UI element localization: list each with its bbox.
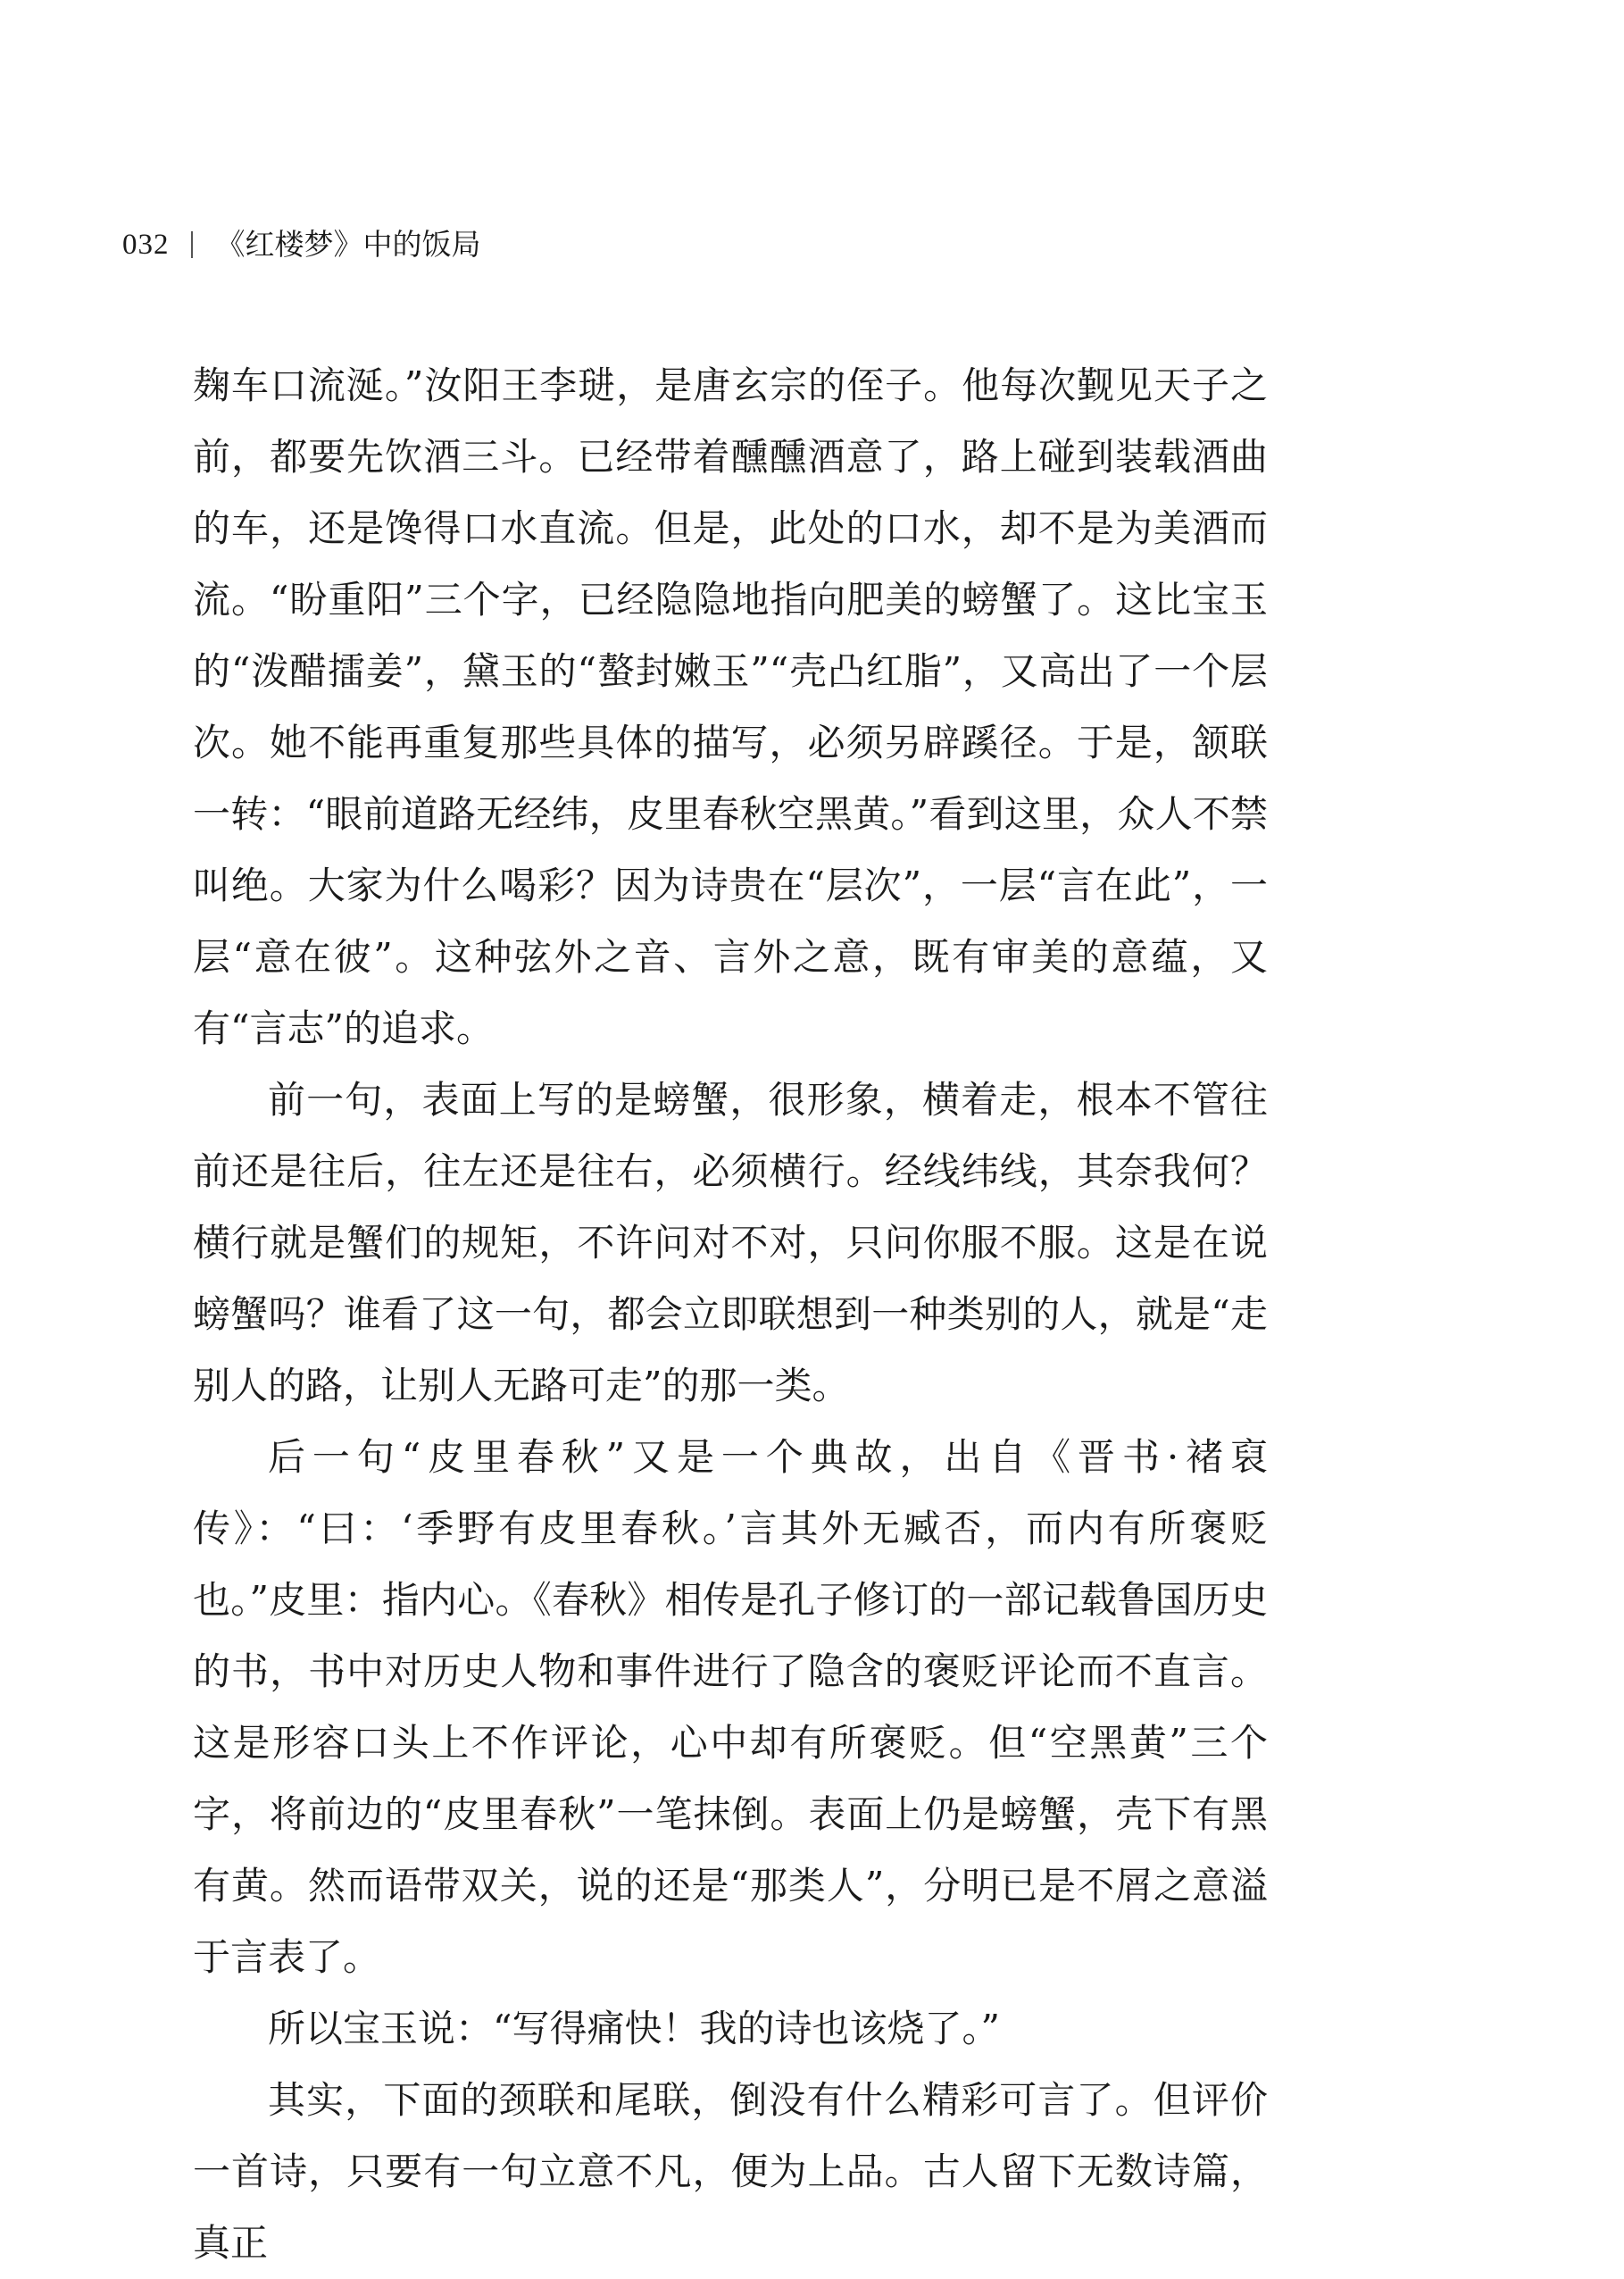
paragraph: 所以宝玉说：“写得痛快！我的诗也该烧了。” xyxy=(268,2007,1000,2050)
paragraph: 后一句“皮里春秋”又是一个典故，出自《晋书·褚裒传》：“曰：‘季野有皮里春秋。’言其外无臧否，而内有所褒贬也。”皮里：指内心。《春秋》相传是孔子修订的一部记载鲁国历史的书，书中对历史人物和事件进行了隐含的褒贬评论而不直言。这是形容口头上不作评论，心中却有所褒贬。但“空黑黄”三个字，将前边的“皮里春秋”一笔抹倒。表面上仍是螃蟹，壳下有黑有黄。然而语带双关，说的还是“那类人”，分明已是不屑之意溢于言表了。 xyxy=(193,1435,1268,1979)
header-divider xyxy=(191,231,193,258)
book-title: 《红楼梦》中的饭局 xyxy=(215,227,481,262)
paragraph-continued: 麹车口流涎。”汝阳王李琎，是唐玄宗的侄子。他每次觐见天子之前，都要先饮酒三斗。已经带着醺醺酒意了，路上碰到装载酒曲的车，还是馋得口水直流。但是，此处的口水，却不是为美酒而流。“盼重阳”三个字，已经隐隐地指向肥美的螃蟹了。这比宝玉的“泼醋擂姜”，黛玉的“螯封嫩玉”“壳凸红脂”，又高出了一个层次。她不能再重复那些具体的描写，必须另辟蹊径。于是，颔联一转：“眼前道路无经纬，皮里春秋空黑黄。”看到这里，众人不禁叫绝。大家为什么喝彩？因为诗贵在“层次”，一层“言在此”，一层“意在彼”。这种弦外之音、言外之意，既有审美的意蕴，又有“言志”的追求。 xyxy=(193,363,1268,1050)
paragraph: 前一句，表面上写的是螃蟹，很形象，横着走，根本不管往前还是往后，往左还是往右，必须横行。经线纬线，其奈我何？横行就是蟹们的规矩，不许问对不对，只问你服不服。这是在说螃蟹吗？谁看了这一句，都会立即联想到一种类别的人，就是“走别人的路，让别人无路可走”的那一类。 xyxy=(193,1078,1268,1407)
running-header xyxy=(122,222,481,267)
page-number: 032 xyxy=(122,229,170,261)
body-text xyxy=(193,350,1268,2279)
paragraph: 其实，下面的颈联和尾联，倒没有什么精彩可言了。但评价一首诗，只要有一句立意不凡，便为上品。古人留下无数诗篇，真正 xyxy=(193,2078,1268,2265)
